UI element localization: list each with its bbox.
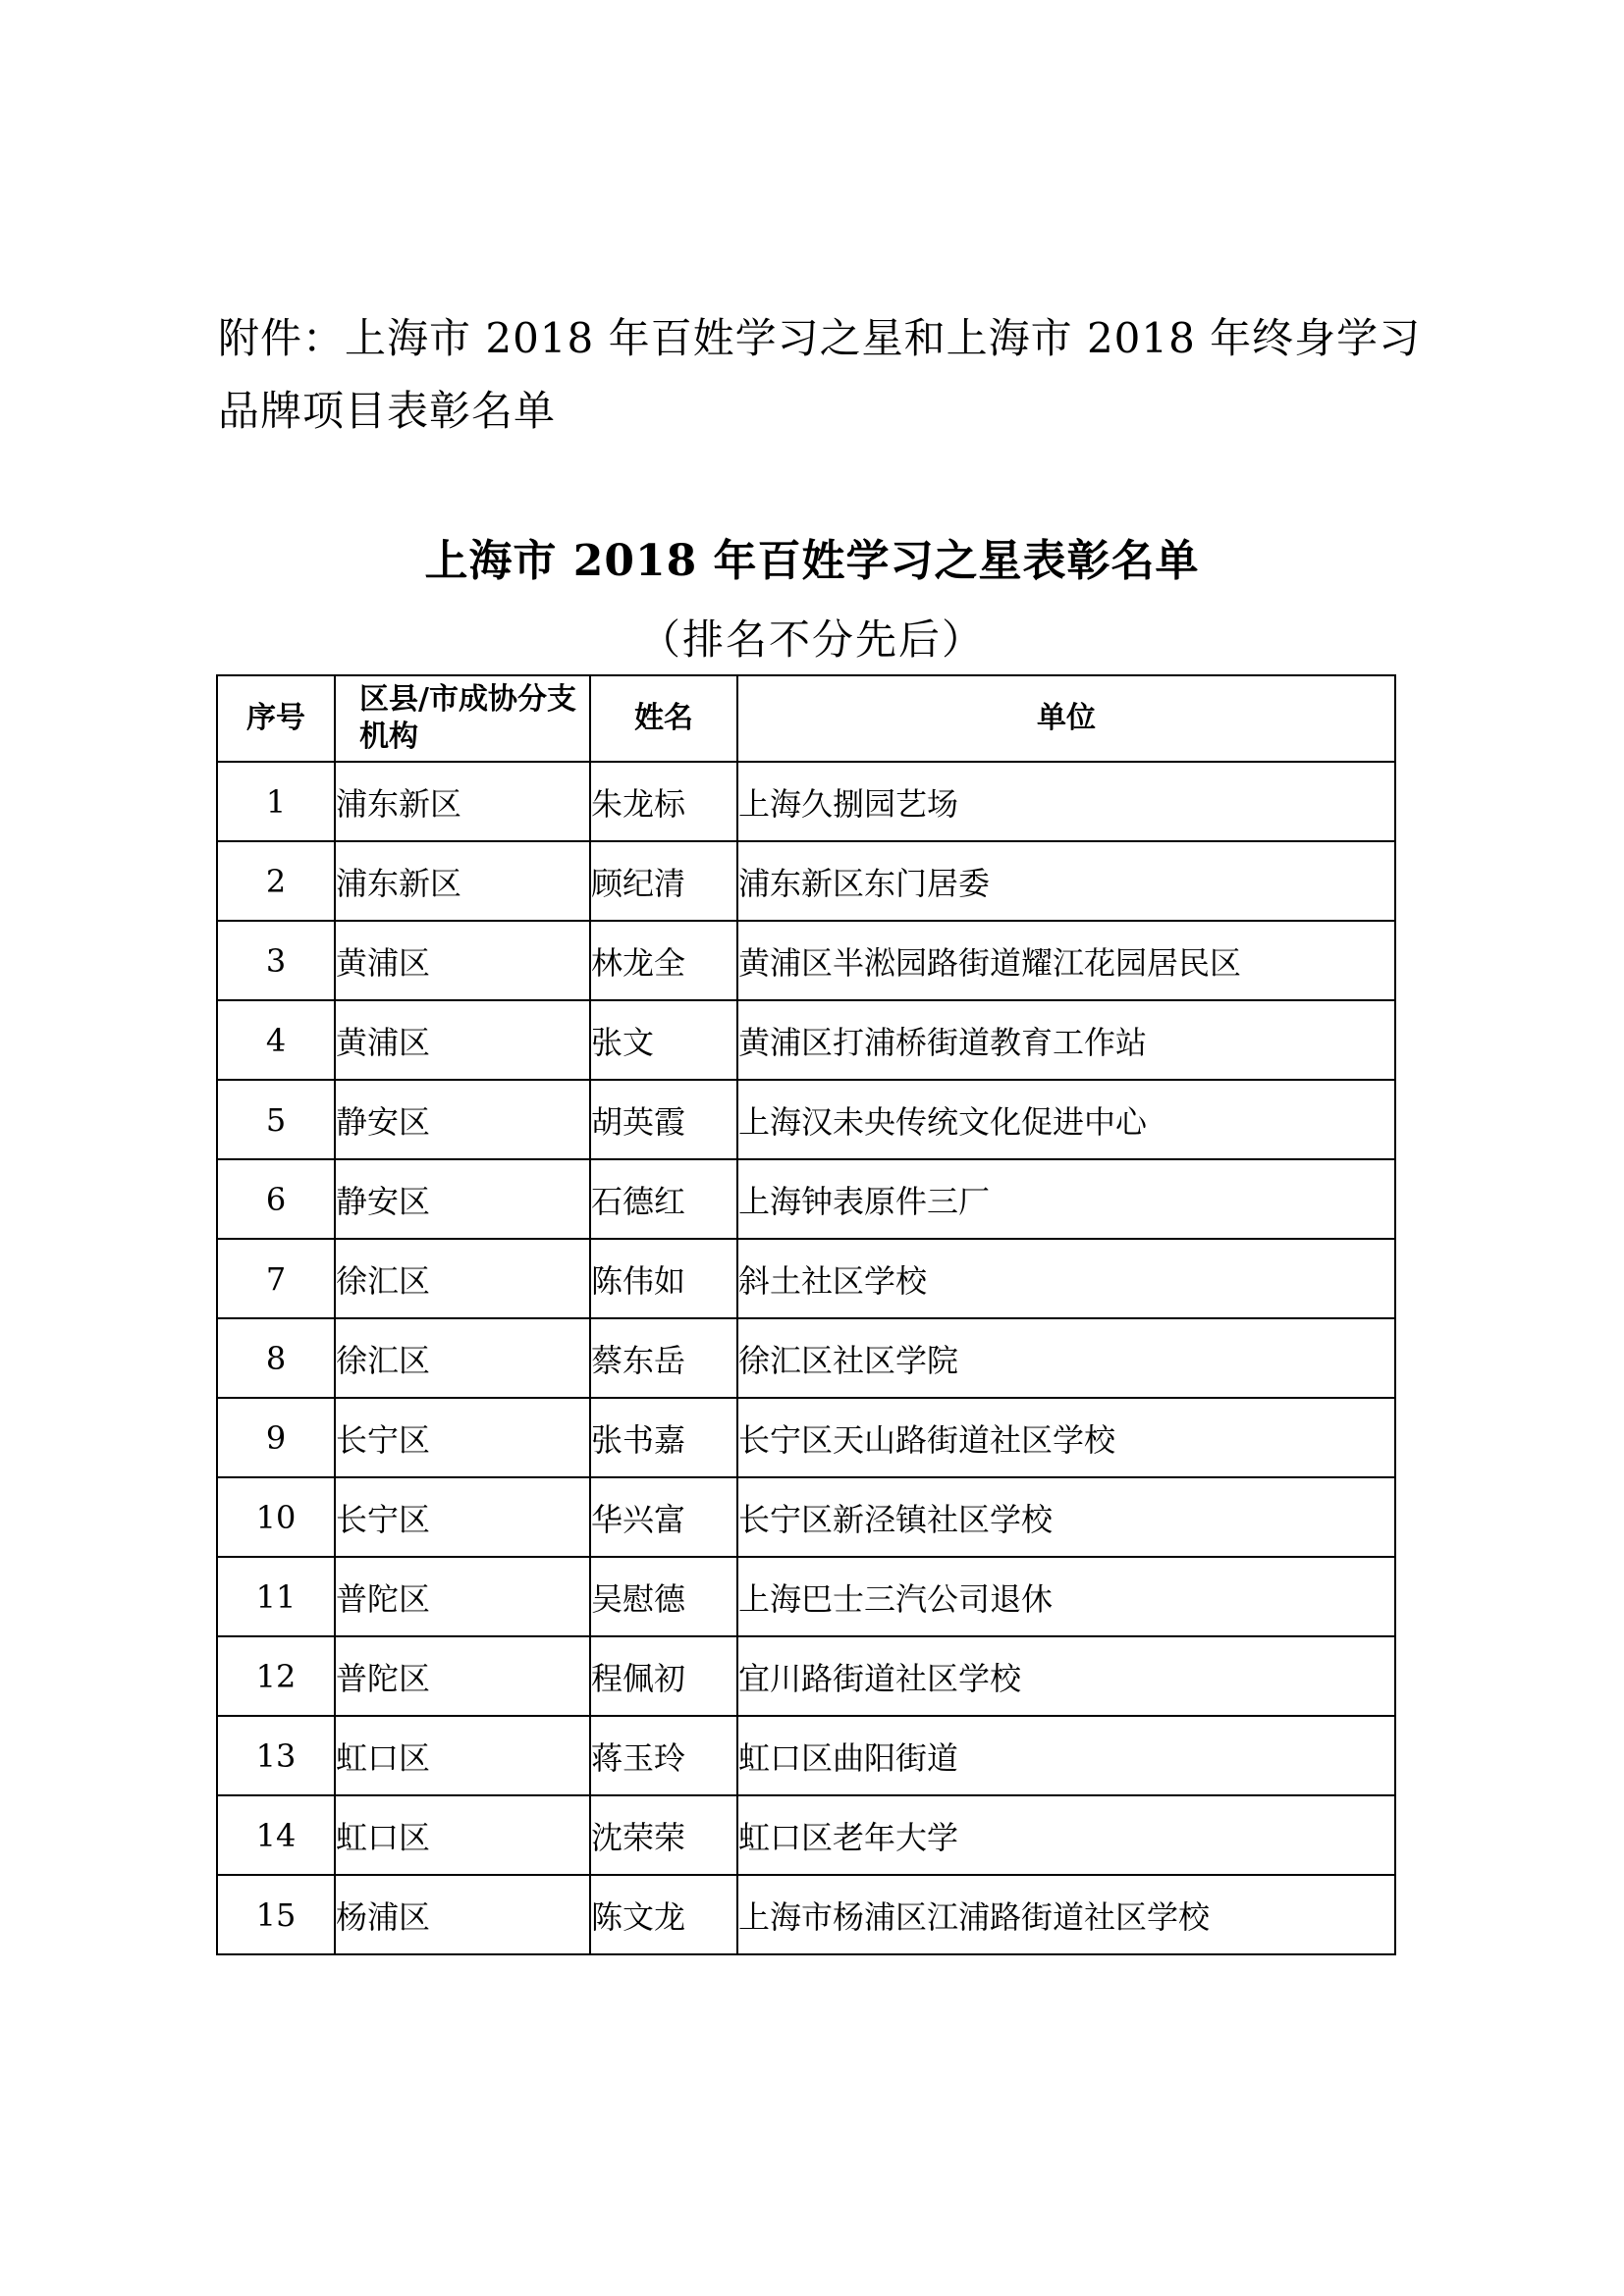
row-name: 沈荣荣 (590, 1795, 737, 1875)
row-unit: 上海久捌园艺场 (737, 762, 1395, 841)
row-name: 蒋玉玲 (590, 1716, 737, 1795)
row-unit: 上海钟表原件三厂 (737, 1159, 1395, 1239)
row-unit: 上海市杨浦区江浦路街道社区学校 (737, 1875, 1395, 1954)
row-unit: 斜土社区学校 (737, 1239, 1395, 1318)
row-district: 虹口区 (335, 1795, 590, 1875)
row-number: 12 (217, 1636, 335, 1716)
table-row (217, 1716, 1395, 1795)
table-row (217, 1159, 1395, 1239)
table-row (217, 921, 1395, 1000)
header-unit: 单位 (737, 675, 1395, 762)
row-name: 石德红 (590, 1159, 737, 1239)
row-number: 14 (217, 1795, 335, 1875)
table-row (217, 1398, 1395, 1477)
row-name: 华兴富 (590, 1477, 737, 1557)
row-unit: 宜川路街道社区学校 (737, 1636, 1395, 1716)
row-district: 杨浦区 (335, 1875, 590, 1954)
row-district: 黄浦区 (335, 1000, 590, 1080)
header-district: 区县/市成协分支机构 (335, 675, 590, 762)
row-name: 陈伟如 (590, 1239, 737, 1318)
row-number: 1 (217, 762, 335, 841)
row-name: 顾纪清 (590, 841, 737, 921)
table-row (217, 1000, 1395, 1080)
table-row (217, 1477, 1395, 1557)
row-district: 徐汇区 (335, 1318, 590, 1398)
row-name: 林龙全 (590, 921, 737, 1000)
honoree-table (216, 674, 1396, 1955)
row-number: 8 (217, 1318, 335, 1398)
row-number: 7 (217, 1239, 335, 1318)
row-district: 普陀区 (335, 1636, 590, 1716)
table-row (217, 1080, 1395, 1159)
table-row (217, 1636, 1395, 1716)
table-row (217, 762, 1395, 841)
row-number: 9 (217, 1398, 335, 1477)
table-header-row (217, 675, 1395, 762)
row-unit: 长宁区天山路街道社区学校 (737, 1398, 1395, 1477)
row-name: 程佩初 (590, 1636, 737, 1716)
table-row (217, 1557, 1395, 1636)
row-district: 普陀区 (335, 1557, 590, 1636)
header-number: 序号 (217, 675, 335, 762)
header-name: 姓名 (590, 675, 737, 762)
row-name: 张文 (590, 1000, 737, 1080)
row-name: 胡英霞 (590, 1080, 737, 1159)
row-unit: 浦东新区东门居委 (737, 841, 1395, 921)
row-name: 朱龙标 (590, 762, 737, 841)
row-number: 13 (217, 1716, 335, 1795)
row-district: 黄浦区 (335, 921, 590, 1000)
row-district: 静安区 (335, 1159, 590, 1239)
row-unit: 徐汇区社区学院 (737, 1318, 1395, 1398)
list-title: 上海市 2018 年百姓学习之星表彰名单 (424, 536, 1200, 586)
row-unit: 上海汉未央传统文化促进中心 (737, 1080, 1395, 1159)
row-name: 吴慰德 (590, 1557, 737, 1636)
row-unit: 虹口区曲阳街道 (737, 1716, 1395, 1795)
row-number: 6 (217, 1159, 335, 1239)
table-row (217, 841, 1395, 921)
row-name: 陈文龙 (590, 1875, 737, 1954)
row-number: 10 (217, 1477, 335, 1557)
row-unit: 上海巴士三汽公司退休 (737, 1557, 1395, 1636)
attachment-title: 附件：上海市 2018 年百姓学习之星和上海市 2018 年终身学习品牌项目表彰名单 (218, 314, 1422, 435)
row-number: 2 (217, 841, 335, 921)
row-district: 静安区 (335, 1080, 590, 1159)
row-district: 浦东新区 (335, 841, 590, 921)
row-name: 张书嘉 (590, 1398, 737, 1477)
row-district: 浦东新区 (335, 762, 590, 841)
row-district: 长宁区 (335, 1398, 590, 1477)
row-number: 4 (217, 1000, 335, 1080)
row-district: 虹口区 (335, 1716, 590, 1795)
row-district: 长宁区 (335, 1477, 590, 1557)
table-row (217, 1239, 1395, 1318)
table-body (217, 762, 1395, 1954)
row-name: 蔡东岳 (590, 1318, 737, 1398)
row-district: 徐汇区 (335, 1239, 590, 1318)
row-number: 5 (217, 1080, 335, 1159)
row-unit: 长宁区新泾镇社区学校 (737, 1477, 1395, 1557)
row-number: 15 (217, 1875, 335, 1954)
row-number: 3 (217, 921, 335, 1000)
table-row (217, 1318, 1395, 1398)
table-row (217, 1795, 1395, 1875)
list-subtitle: （排名不分先后） (638, 615, 985, 664)
row-number: 11 (217, 1557, 335, 1636)
row-unit: 黄浦区打浦桥街道教育工作站 (737, 1000, 1395, 1080)
row-unit: 虹口区老年大学 (737, 1795, 1395, 1875)
table-row (217, 1875, 1395, 1954)
row-unit: 黄浦区半淞园路街道耀江花园居民区 (737, 921, 1395, 1000)
